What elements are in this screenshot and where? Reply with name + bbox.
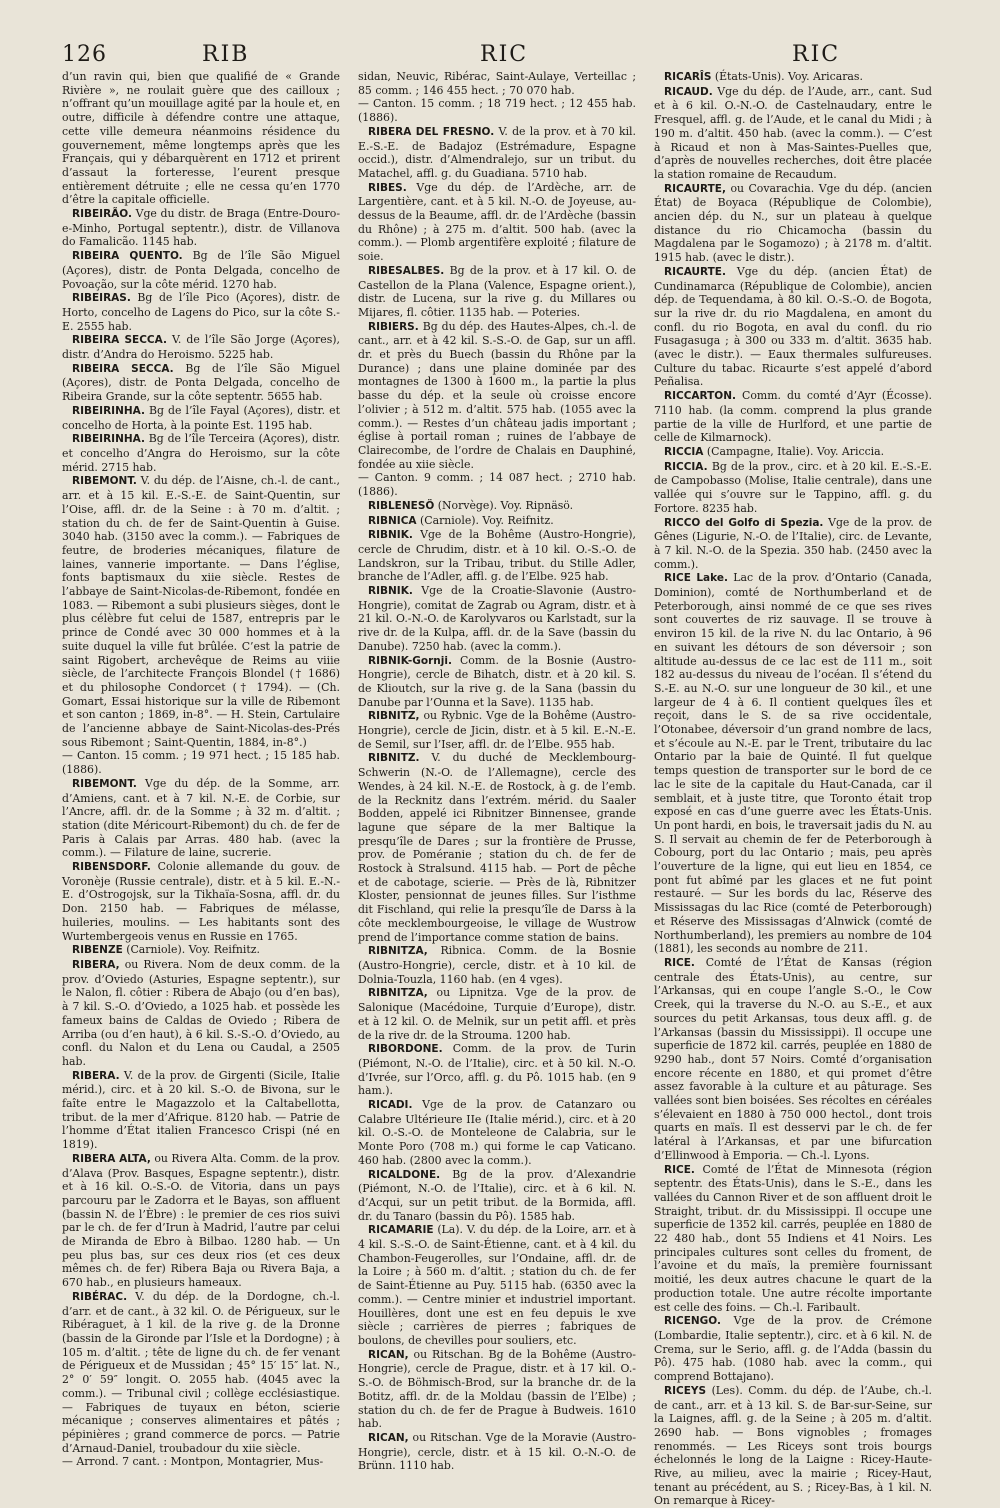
column-3 [654,70,932,1508]
entry-text: Ribnica. Comm. de la Bosnie (Austro-Hongrie), cercle, distr. et à 10 kil. de Dolnia-Touzla, 1160 hab. (en 4 vges). [358,944,636,986]
entry-headword: RICAURTE, [664,182,726,195]
entry-text: Comm. du comté d’Ayr (Écosse). 7110 hab. (la comm. comprend la plus grande partie de la ville de Hurlford, et une partie de celle de Kilmarnock). [654,389,933,445]
entry-headword: RICEYS [664,1384,707,1397]
entry-text: Comm. de la Bosnie (Austro-Hongrie), cercle de Bihatch, distr. et à 20 kil. S. de Klioutch, sur la rive g. de la Sana (bassin du Danube par l’Ounna et la Save). 1135 hab. [358,653,637,709]
entry-text: (Norvège). Voy. Ripnäsö. [437,498,574,512]
entry-text: V. du dép. de l’Aisne, ch.-l. de cant., arr. et à 15 kil. E.-S.-E. de Saint-Quentin, sur l’Oise, affl. dr. de la Seine : à 70 m. d’altit. ; station du ch. de fer de Saint-Quentin à Guise. 3040 hab. (3150 avec la comm.). — Fabriques de feutre, de broderies mécaniques, filature de laines, vannerie importante. — Dans l’église, fonts baptismaux du xiie siècle. Restes de l’abbaye de Saint-Nicolas-de-Ribemont, fondée en 1083. — Ribemont a subi plusieurs sièges, dont le plus célèbre fut celui de 1587, entrepris par le prince de Condé avec 30 000 hommes et à la suite duquel la ville fut brûlée. C’est la patrie de saint Rigobert, archevêque de Reims au viiie siècle, de l’architecte François Blondel († 1686) et du philosophe Condorcet († 1794). — (Ch. Gomart, Essai historique sur la ville de Ribemont et son canton ; 1869, in-8°. — H. Stein, Cartulaire de l’ancienne abbaye de Saint-Nicolas-des-Prés sous Ribemont ; Saint-Quentin, 1884, in-8°.) [62,474,340,749]
entry-text: Vge de la prov. de Crémone (Lombardie, Italie septentr.), circ. et à 6 kil. N. de Crema, sur le Serio, affl. g. de l’Adda (bassin du Pô). 475 hab. (1080 hab. avec la comm., qui comprend Bottajano). [654,1314,932,1384]
entry-text: Vge de la prov. de Gênes (Ligurie, N.-O. de l’Italie), circ. de Levante, à 7 kil. N.-O. de la Spezia. 350 hab. (2450 avec la comm.). [654,515,932,571]
entry-text: d’un ravin qui, bien que qualifié de « Grande Rivière », ne roulait guère que des cailloux ; n’offrant qu’un mouillage agité par la houle et, en outre, difficile à défendre contre une attaque, cette ville demeura néanmoins résidence du gouvernement, même longtemps après que les Français, qui y débarquèrent en 1712 et prirent d’assaut la forteresse, l’eurent presque entièrement détruite ; elle ne cessa qu’en 1770 d’être la capitale officielle. [62,70,340,207]
entry-text: — Canton. 9 comm. ; 14 087 hect. ; 2710 hab. (1886). [358,471,636,499]
entry-text: Bg de la prov., circ. et à 20 kil. E.-S.-E. de Campobasso (Molise, Italie centrale), dans une vallée qui s’ouvre sur le Tappino, affl. g. du Fortore. 8235 hab. [654,459,933,515]
entry-text: Vge de la prov. de Catanzaro ou Calabre Ultérieure IIe (Italie mérid.), circ. et à 20 kil. O.-S.-O. de Monteleone de Calabria, sur le Monte Poro (708 m.) qui forme le cap Vaticano. 460 hab. (2800 avec la comm.). [358,1098,636,1167]
entry-text: Vge du distr. de Braga (Entre-Douro-e-Minho, Portugal septentr.), distr. de Villanova do Famalicão. 1145 hab. [62,207,340,249]
dictionary-entry [358,1431,636,1473]
dictionary-entry [358,70,636,97]
dictionary-entry [358,986,636,1042]
dictionary-entry [62,958,340,1069]
entry-headword: RIBENSDORF. [72,861,151,874]
entry-headword: RIBERA DEL FRESNO. [368,125,495,138]
entry-text: Vge du dép. (ancien État) de Cundinamarca (République de Colombie), ancien dép. de Tequendama, à 80 kil. O.-S.-O. de Bogota, sur la rive dr. du rio Magdalena, en amont du confl. du rio Bogota, en aval du confl. du rio Fusagasuga ; à 300 ou 333 m. d’altit. 3635 hab. (avec le distr.). — Eaux thermales sulfureuses. Culture du tabac. Ricaurte s’est appelé d’abord Peñalisa. [654,264,932,389]
entry-headword: RICARÎS [664,71,712,83]
entry-text: Bg de la prov. d’Alexandrie (Piémont, N.-O. de l’Italie), circ. et à 6 kil. N. d’Acqui, sur un petit tribut. de la Bormida, affl. dr. du Tanaro (bassin du Pô). 1585 hab. [358,1167,636,1223]
entry-text: V. de l’île São Jorge (Açores), distr. d’Andra do Heroismo. 5225 hab. [62,333,340,362]
entry-text: Vge de la Croatie-Slavonie (Austro-Hongrie), comitat de Zagrab ou Agram, distr. et à 21 kil. O.-N.-O. de Karolyvaros ou Karlstadt, sur la rive dr. de la Kulpa, affl. dr. de la Save (bassin du Danube). 7250 hab. (avec la comm.). [358,584,637,653]
entry-headword: RICENGO. [664,1315,721,1328]
dictionary-entry [62,70,340,207]
dictionary-entry [358,654,636,710]
entry-headword: RIBEIRAS. [72,292,131,305]
entry-headword: RICAN, [368,1431,409,1444]
dictionary-entry [358,528,636,584]
entry-headword: RIBEIRA QUENTO. [72,250,183,263]
entry-text: Lac de la prov. d’Ontario (Canada, Dominion), comté de Northumberland et de Peterborough, ainsi nommé de ce que ses rives sont couvertes de riz sauvage. Il se trouve à environ 15 kil. de la rive N. du lac Ontario, à 96 en suivant les détours de son déversoir ; son altitude au-dessus de ce lac est de 111 m., soit 182 au-dessus du niveau de l’océan. Il s’étend du S.-E. au N.-O. sur une longueur de 30 kil., et une largeur de 4 à 6. Il contient quelques îles et reçoit, dans le S. de sa rive occidentale, l’Otonabee, déversoir d’un grand nombre de lacs, et s’écoule au N.-E. par le Trent, tributaire du lac Ontario par la baie de Quinté. Il fut quelque temps question de transporter sur le bord de ce lac le site de la capitale du Haut-Canada, car il semblait, et à juste titre, que Toronto était trop exposé en cas d’une guerre avec les États-Unis. Un pont hardi, en bois, le traversait jadis du N. au S. Il servait au chemin de fer de Peterborough à Cobourg, port du lac Ontario ; mais, peu après l’ouverture de la ligne, qui eut lieu en 1854, ce pont fut abîmé par les glaces et ne fut point restauré. — Sur les bords du lac, Réserve des Mississagas du lac Rice (comté de Peterborough) et Réserve des Mississagas d’Alnwick (comté de Northumberland), les premiers au nombre de 104 (1881), les seconds au nombre de 211. [654,571,932,956]
dictionary-entry [654,460,932,516]
text-columns [62,70,944,1508]
entry-text: (Carniole). Voy. Reifnitz. [420,513,554,527]
entry-text: Vge du dép. de l’Aude, arr., cant. Sud et à 6 kil. O.-N.-O. de Castelnaudary, entre le Fresquel, affl. g. de l’Aude, et le canal du Midi ; à 190 m. d’altit. 450 hab. (avec la comm.). — C’est à Ricaud et non à Mas-Saintes-Puelles que, d’après de nouvelles recherches, doit être placée la station romaine de Recaudum. [654,84,932,181]
dictionary-entry [358,1223,636,1347]
entry-headword: RIBEMONT. [72,475,137,488]
entry-text: Bg de l’île São Miguel (Açores), distr. de Ponta Delgada, concelho de Ribeira Grande, sur la côte septentr. 5655 hab. [62,361,341,404]
entry-text: Vge de la Bohême (Austro-Hongrie), cercle de Chrudim, distr. et à 10 kil. O.-S.-O. de Landskron, sur la Tribau, tribut. du Stille Adler, branche de l’Adler, affl. g. de l’Elbe. 925 hab. [358,528,637,584]
entry-text: Vge du dép. de la Somme, arr. d’Amiens, cant. et à 7 kil. N.-E. de Corbie, sur l’Ancre, affl. dr. de la Somme ; à 32 m. d’altit. ; station (dite Méricourt-Ribemont) du ch. de fer de Paris à Calais par Arras. 480 hab. (avec la comm.). — Filature de laine, sucrerie. [62,776,340,860]
entry-text: V. de la prov. et à 70 kil. E.-S.-E. de Badajoz (Estrémadure, Espagne occid.), distr. d’Almendralejo, sur un tribut. du Matachel, affl. g. du Guadiana. 5710 hab. [358,124,636,180]
entry-headword: RIBLENESÖ [368,499,435,512]
entry-headword: RIBEIRA SECCA. [72,334,167,347]
entry-headword: RICCIA. [664,460,708,473]
entry-headword: RICCIA [664,445,704,458]
entry-text: Bg de l’île Pico (Açores), distr. de Horto, concelho de Lagens do Pico, sur la côte S.-E. 2555 hab. [62,291,340,333]
entry-text: ou Ritschan. Vge de la Moravie (Austro-Hongrie), cercle, distr. et à 15 kil. O.-N.-O. de Brünn. 1110 hab. [358,1430,636,1473]
dictionary-entry [358,514,636,529]
entry-headword: RIBEIRA SECCA. [72,362,174,375]
entry-headword: RICCO del Golfo di Spezia. [664,516,824,529]
entry-headword: RIBERA. [72,1069,120,1082]
entry-text: ou Ritschan. Bg de la Bohême (Austro-Hongrie), cercle de Prague, distr. et à 17 kil. O.-S.-O. de Böhmisch-Brod, sur la branche dr. de la Botitz, affl. dr. de la Moldau (bassin de l’Elbe) ; station du ch. de fer de Prague à Budweis. 1610 hab. [358,1347,636,1431]
entry-headword: RIBNITZ. [368,752,420,765]
entry-headword: RIBNITZA, [368,945,428,958]
entry-headword: RICAUD. [664,85,713,98]
dictionary-entry [62,943,340,958]
entry-headword: RIBEIRÃO. [72,208,132,221]
entry-headword: RIBEIRINHA. [72,433,145,446]
entry-text: Bg de l’île Terceira (Açores), distr. et concelho d’Angra do Heroismo, sur la côte mérid. 2715 hab. [62,432,341,474]
entry-headword: RICAN, [368,1348,409,1361]
dictionary-entry [358,97,636,124]
entry-headword: RICADI. [368,1099,413,1112]
dictionary-entry [358,181,636,264]
dictionary-entry [358,1168,636,1224]
dictionary-entry [654,1163,932,1315]
dictionary-entry [62,291,340,333]
column-2 [358,70,636,1508]
dictionary-entry [62,860,340,943]
dictionary-entry [654,182,932,265]
entry-headword: RIBNITZ, [368,710,420,723]
entry-headword: RICE. [664,1163,695,1176]
dictionary-entry [62,1455,340,1469]
entry-text: — Arrond. 7 cant. : Montpon, Montagrier, Mus- [62,1455,324,1469]
dictionary-entry [654,1384,932,1508]
entry-headword: RIBEMONT. [72,777,137,790]
entry-headword: RIBNICA [368,514,417,527]
entry-headword: RIBERA ALTA, [72,1152,151,1165]
entry-headword: RIBNIK-Gornji. [368,654,452,667]
dictionary-entry [358,751,636,944]
entry-text: Comté de l’État de Kansas (région centrale des États-Unis), au centre, sur l’Arkansas, qui en coupe l’angle S.-O., le Cow Creek, qui la traverse du N.-O. au S.-E., et aux sources du petit Arkansas, tous deux affl. g. de l’Arkansas (bassin du Mississippi). Il occupe une superficie de 1872 kil. carrés, peuplée en 1880 de 9290 hab., dont 57 Noirs. Comté d’organisation encore récente en 1880, et qui promet d’être assez favorable à la culture et au pâturage. Ses vallées sont bien boisées. Ses récoltes en céréales s’élevaient en 1880 à 750 000 hectol., dont trois quarts en maïs. Il est desservi par le ch. de fer latéral à l’Arkansas, et par une bifurcation d’Ellinwood à Emporia. — Ch.-l. Lyons. [654,956,933,1162]
dictionary-entry [654,956,932,1163]
dictionary-entry [654,85,932,182]
dictionary-entry [358,1098,636,1168]
entry-text: sidan, Neuvic, Ribérac, Saint-Aulaye, Verteillac ; 85 comm. ; 146 455 hect. ; 70 070 hab. [358,70,636,97]
entry-text: Comté de l’État de Minnesota (région septentr. des États-Unis), dans le S.-E., dans les vallées du Cannon River et de son affluent droit le Straight, tribut. dr. du Mississippi. Il occupe une superficie de 1352 kil. carrés, peuplée en 1880 de 22 480 hab., dont 55 Indiens et 41 Noirs. Les principales cultures sont celles du froment, de l’avoine et du maïs, la première fournissant moitié, les deux autres chacune le quart de la production totale. Une autre récolte importante est celle des foins. — Ch.-l. Faribault. [654,1162,932,1314]
page-number: 126 [62,42,107,67]
entry-headword: RIBENZE [72,944,123,957]
dictionary-entry [358,471,636,498]
dictionary-entry [62,1069,340,1152]
dictionary-entry [654,1314,932,1384]
entry-headword: RICAMARIE [368,1224,434,1237]
dictionary-entry [358,264,636,320]
dictionary-entry [654,516,932,572]
entry-text: ou Rivera Alta. Comm. de la prov. d’Alava (Prov. Basques, Espagne septentr.), distr. et à 16 kil. O.-S.-O. de Vitoria, dans un pays parcouru par le Zadorra et le Bayas, son affluent (bassin N. de l’Èbre) : le premier de ces rios suivi par le ch. de fer d’Irun à Madrid, l’autre par celui de Miranda de Ebro à Bilbao. 1280 hab. — Un peu plus bas, sur ces deux rios (et ces deux mêmes ch. de fer) Ribera Baja ou Rivera Baja, a 670 hab., en plusieurs hameaux. [62,1151,340,1290]
dictionary-entry [358,584,636,654]
dictionary-entry [62,404,340,432]
entry-headword: RIBEIRINHA. [72,404,145,417]
dictionary-entry [654,70,932,85]
dictionary-entry [358,944,636,986]
dictionary-entry [654,389,932,445]
dictionary-entry [62,207,340,249]
dictionary-entry [62,333,340,361]
entry-headword: RICE Lake. [664,572,728,585]
entry-headword: RIBNIK. [368,585,413,598]
dictionary-entry [358,1348,636,1431]
dictionary-entry [654,265,932,389]
entry-headword: RICALDONE. [368,1168,441,1181]
entry-text: Bg de la prov. et à 17 kil. O. de Castellon de la Plana (Valence, Espagne orient.), distr. de Lucena, sur la rive g. du Millares ou Mijares, fl. côtier. 1135 hab. — Poteries. [358,263,636,319]
entry-headword: RICAURTE. [664,265,726,278]
entry-headword: RIBORDONE. [368,1043,443,1056]
running-head-center: RIC [480,42,529,67]
entry-headword: RIBESALBES. [368,264,445,277]
running-head-left: RIB [202,42,250,67]
entry-text: V. du duché de Mecklembourg-Schwerin (N.-O. de l’Allemagne), cercle des Wendes, à 24 kil. N.-E. de Rostock, à g. de l’emb. de la Recknitz dans l’extrém. mérid. du Saaler Bodden, appelé ici Ribnitzer Binnensee, grande lagune que sépare de la mer Baltique la presqu’île de Dares ; sur la frontière de Prusse, prov. de Poméranie ; station du ch. de fer de Rostock à Stralsund. 4115 hab. — Port de pêche et de cabotage, scierie. — Près de là, Ribnitzer Kloster, pensionnat de jeunes filles. Sur l’isthme dit Fischland, qui relie la presqu’île de Darss à la côte mecklembourgeoise, le village de Wustrow prend de l’importance comme station de bains. [358,751,636,944]
dictionary-entry [358,1042,636,1098]
entry-text: ou Covarachia. Vge du dép. (ancien État) de Boyaca (République de Colombie), ancien dép. du N., sur un plateau à quelque distance du rio Chicamocha (bassin du Magdalena par le Sogamozo) ; à 2178 m. d’altit. 1915 hab. (avec le distr.). [654,181,932,265]
entry-text: Bg de l’île São Miguel (Açores), distr. de Ponta Delgada, concelho de Povoação, sur la côte mérid. 1270 hab. [62,249,341,291]
dictionary-entry [654,571,932,956]
entry-text: — Canton. 15 comm. ; 19 971 hect. ; 15 185 hab. (1886). [62,749,340,777]
dictionary-entry [62,1152,340,1290]
entry-text: Bg du dép. des Hautes-Alpes, ch.-l. de cant., arr. et à 42 kil. S.-S.-O. de Gap, sur un affl. dr. et près du Buech (bassin du Rhône par la Durance) ; dans une plaine dominée par des montagnes de 1300 à 1600 m., la partie la plus basse du dép. et la seule où croisse encore l’olivier ; à 512 m. d’altit. 575 hab. (1055 avec la comm.). — Restes d’un château jadis important ; église à portail roman ; ruines de l’abbaye de Clairecombe, de l’ordre de Chalais en Dauphiné, fondée au xiie siècle. [358,319,636,471]
entry-headword: RIBNIK. [368,529,413,542]
dictionary-entry [62,474,340,749]
page-header [52,38,948,72]
column-1 [62,70,340,1508]
dictionary-entry [358,320,636,472]
entry-text: (Campagne, Italie). Voy. Ariccia. [706,444,885,458]
entry-text: (La). V. du dép. de la Loire, arr. et à 4 kil. S.-S.-O. de Saint-Étienne, cant. et à 4 kil. du Chambon-Feugerolles, sur l’Ondaine, affl. dr. de la Loire ; à 560 m. d’altit. ; station du ch. de fer de Saint-Étienne au Puy. 5115 hab. (6350 avec la comm.). — Centre minier et industriel important. Houillères, dont une est en feu depuis le xve siècle ; carrières de pierres ; fabriques de boulons, de chevilles pour souliers, etc. [358,1223,637,1347]
dictionary-entry [62,1290,340,1455]
running-head-right: RIC [792,42,841,67]
entry-text: ou Rybnic. Vge de la Bohême (Austro-Hongrie), cercle de Jicin, distr. et à 5 kil. E.-N.-E. de Semil, sur l’Iser, affl. dr. de l’Elbe. 955 hab. [358,709,636,751]
entry-headword: RICCARTON. [664,390,737,403]
entry-text: V. de la prov. de Girgenti (Sicile, Italie mérid.), circ. et à 20 kil. S.-O. de Bivona, sur le faîte entre le Magazzolo et la Caltabellotta, tribut. de la mer d’Afrique. 8120 hab. — Patrie de l’homme d’État italien Francesco Crispi (né en 1819). [62,1068,340,1152]
entry-text: V. du dép. de la Dordogne, ch.-l. d’arr. et de cant., à 32 kil. O. de Périgueux, sur le Ribéraguet, à 1 kil. de la rive g. de la Dronne (bassin de la Gironde par l’Isle et la Dordogne) ; à 105 m. d’altit. ; tête de ligne du ch. de fer venant de Périgueux et de Mussidan ; 45° 15′ 15″ lat. N., 2° 0′ 59″ longit. O. 2055 hab. (4045 avec la comm.). — Tribunal civil ; collège ecclésiastique. — Fabriques de tuyaux en béton, scierie mécanique ; conserves alimentaires et pâtés ; pépinières ; grand commerce de porcs. — Patrie d’Arnaud-Daniel, troubadour du xiie siècle. [62,1289,340,1455]
entry-text: (Les). Comm. du dép. de l’Aube, ch.-l. de cant., arr. et à 13 kil. S. de Bar-sur-Seine, sur la Laignes, affl. g. de la Seine ; à 205 m. d’altit. 2690 hab. — Bons vignobles ; fromages renommés. — Les Riceys sont trois bourgs échelonnés le long de la Laigne : Ricey-Haute-Rive, au milieu, avec la mairie ; Ricey-Haut, tenant au précédent, au S. ; Ricey-Bas, à 1 kil. N. On remarque à Ricey- [654,1383,932,1508]
dictionary-entry [654,445,932,460]
entry-headword: RICE. [664,957,695,969]
entry-headword: RIBNITZA, [368,987,428,1000]
dictionary-entry [62,749,340,776]
entry-text: Comm. de la prov. de Turin (Piémont, N.-O. de l’Italie), circ. et à 50 kil. N.-O. d’Ivrée, sur l’Orco, affl. g. du Pô. 1015 hab. (en 9 ham.). [358,1042,636,1098]
entry-text: Bg de l’île Fayal (Açores), distr. et concelho de Horta, à la pointe Est. 1195 hab. [62,403,340,432]
entry-text: Vge du dép. de l’Ardèche, arr. de Largentière, cant. et à 5 kil. N.-O. de Joyeuse, au-dessus de la Beaume, affl. dr. de l’Ardèche (bassin du Rhône) ; à 275 m. d’altit. 500 hab. (avec la comm.). — Plomb argentifère exploité ; filature de soie. [358,180,636,264]
dictionary-entry [358,709,636,751]
entry-text: Colonie allemande du gouv. de Voronèje (Russie centrale), distr. et à 5 kil. E.-N.-E. d’Ostrogojsk, sur la Tikhaïa-Sosna, affl. dr. du Don. 2150 hab. — Fabriques de mélasse, huileries, moulins. — Les habitants sont des Wurtembergeois venus en Russie en 1765. [62,860,340,943]
dictionary-entry [62,432,340,474]
entry-headword: RIBIERS. [368,320,419,333]
entry-headword: RIBERA, [72,959,120,971]
entry-text: (Carniole). Voy. Reifnitz. [126,943,260,957]
entry-text: ou Rivera. Nom de deux comm. de la prov. d’Oviedo (Asturies, Espagne septentr.), sur le Nalon, fl. côtier : Ribera de Abajo (ou d’en bas), à 7 kil. S.-O. d’Oviedo, a 1025 hab. et possède les fameux bains de Caldas de Oviedo ; Ribera de Arriba (ou d’en haut), à 6 kil. S.-S.-O. d’Oviedo, au confl. du Nalon et du Lena ou Caudal, a 2505 hab. [62,958,340,1068]
entry-text: ou Lipnitza. Vge de la prov. de Salonique (Macédoine, Turquie d’Europe), distr. et à 12 kil. O. de Melnik, sur un petit affl. et près de la rive dr. de la Strouma. 1200 hab. [358,986,636,1042]
dictionary-entry [358,125,636,181]
dictionary-entry [62,777,340,860]
entry-headword: RIBÉRAC. [72,1290,128,1303]
dictionary-entry [62,249,340,291]
entry-text: — Canton. 15 comm. ; 18 719 hect. ; 12 455 hab. (1886). [358,97,636,125]
dictionary-entry [62,362,340,404]
entry-headword: RIBES. [368,181,407,194]
entry-text: (États-Unis). Voy. Aricaras. [714,70,863,83]
dictionary-entry [358,499,636,514]
